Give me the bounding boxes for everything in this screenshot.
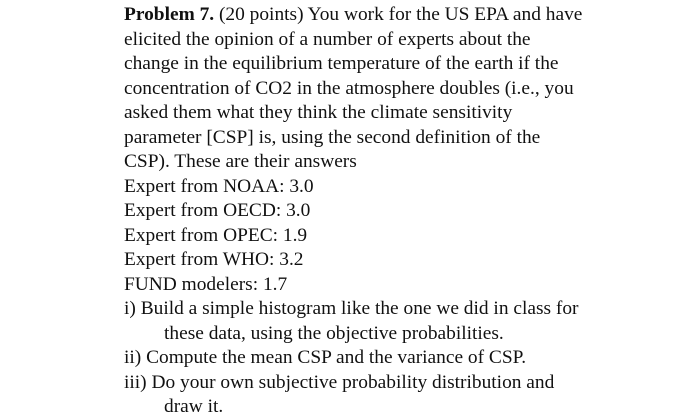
task-iii-line-2: draw it.: [164, 396, 224, 417]
answer-fund: FUND modelers: 1.7: [124, 273, 288, 295]
answer-oecd: Expert from OECD: 3.0: [124, 200, 311, 221]
problem-intro-line-7: CSP). These are their answers: [124, 151, 357, 172]
answer-who: Expert from WHO: 3.2: [124, 249, 304, 270]
problem-heading: Problem 7.: [124, 4, 215, 25]
problem-intro-line-3: change in the equilibrium temperature of the earth if the: [124, 53, 559, 74]
problem-intro-line-1: [124, 3, 684, 28]
problem-intro-line-5: asked them what they think the climate sensitivity: [124, 102, 513, 123]
problem-intro-line-4: concentration of CO2 in the atmosphere doubles (i.e., you: [124, 77, 574, 99]
answer-noaa: Expert from NOAA: 3.0: [124, 175, 314, 197]
task-i-line-2: these data, using the objective probabilities.: [164, 322, 504, 344]
problem-text: (20 points) You work for the US EPA and have: [214, 4, 583, 25]
task-iii-line-1: iii) Do your own subjective probability distribution and: [124, 371, 555, 393]
answer-opec: Expert from OPEC: 1.9: [124, 224, 308, 246]
problem-intro-line-2: elicited the opinion of a number of experts about the: [124, 28, 531, 50]
problem-intro-line-6: parameter [CSP] is, using the second definition of the: [124, 126, 541, 148]
task-ii-line-1: ii) Compute the mean CSP and the variance of CSP.: [124, 347, 527, 368]
problem-document: [124, 3, 684, 420]
task-i-line-1: i) Build a simple histogram like the one we did in class for: [124, 298, 579, 319]
